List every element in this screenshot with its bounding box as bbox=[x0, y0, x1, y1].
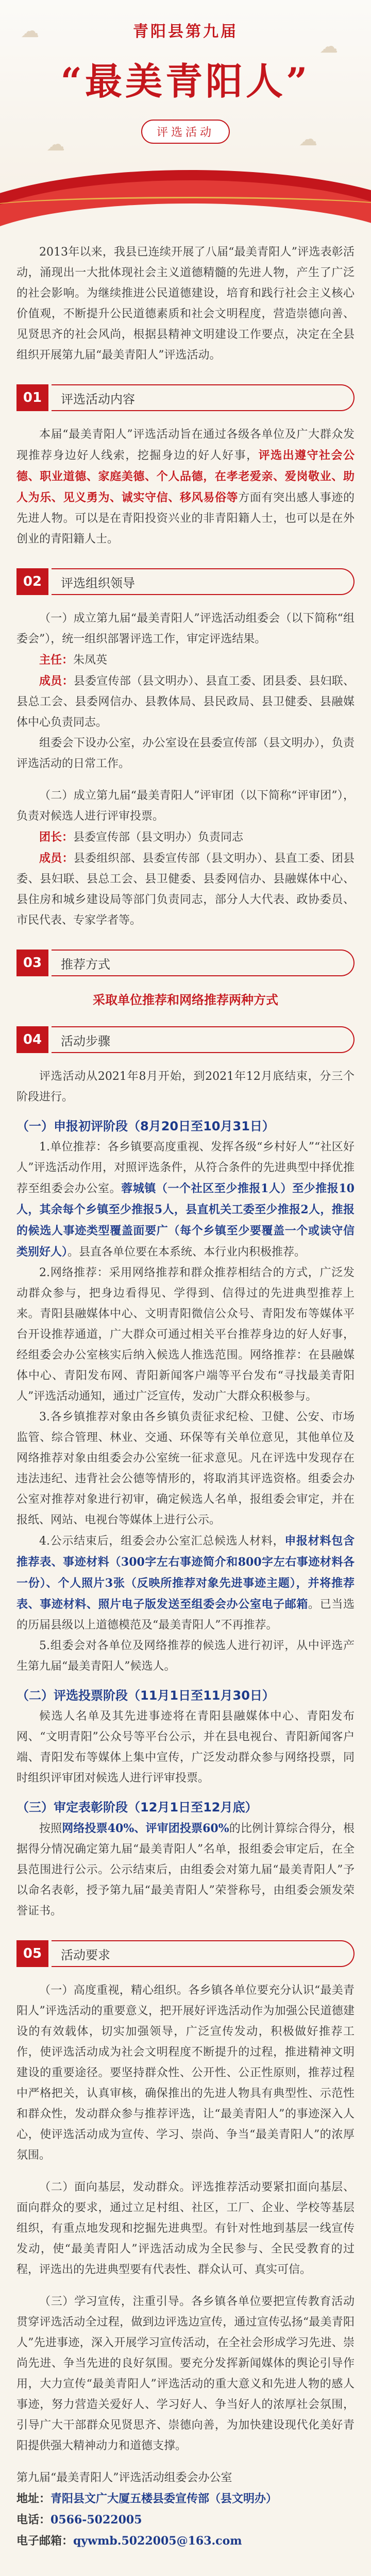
highlight-text: 网络投票40%、评审团投票60% bbox=[62, 1822, 229, 1835]
section-header bbox=[16, 568, 355, 595]
step-paragraph: 候选人名单及其先进事迹将在青阳县融媒体中心、青阳发布网、“文明青阳”公众号等平台公示，并在县电视台、青阳新闻客户端、青阳发布等媒体上集中宣传，广泛发动群众参与网络投票，同时组织评审团对候选人进行评审投票。 bbox=[16, 1710, 355, 1785]
line-key: 主任： bbox=[39, 653, 74, 667]
line-key: 成员： bbox=[39, 674, 74, 688]
stage-heading: （一）申报初评阶段（8月20日至10月31日） bbox=[16, 1119, 275, 1133]
text-span: 1.单位推荐：各乡镇要高度重视、发挥各级“乡村好人”“社区好人”评选活动作用，对照评选条件，从符合条件的先进典型中择优推荐至组委会办公室。 bbox=[16, 1141, 355, 1195]
text-span: 按照 bbox=[39, 1822, 62, 1835]
section-header bbox=[16, 1026, 355, 1053]
text-span: 4.公示结束后，组委会办公室汇总候选人材料， bbox=[39, 1535, 285, 1548]
section-label: 评选组织领导 bbox=[52, 568, 355, 595]
stage-heading: （三）审定表彰阶段（12月1日至12月底） bbox=[16, 1800, 258, 1815]
footer-value: 青阳县文广大厦五楼县委宣传部（县文明办） bbox=[50, 2492, 278, 2505]
highlight-text: 评选出遵守社会公德、职业道德、家庭美德、个人品德，在孝老爱亲、爱岗敬业、助人为乐、见义勇为、诚实守信、移风易俗等 bbox=[16, 449, 355, 504]
footer-value: qywmb.5022005@163.com bbox=[73, 2534, 242, 2548]
banner-edition: 青阳县第九届 bbox=[133, 23, 238, 41]
org-line bbox=[16, 671, 355, 733]
org-line bbox=[16, 650, 355, 671]
requirement-paragraph: （三）学习宣传，注重引导。各乡镇各单位要把宣传教育活动贯穿评选活动全过程，做到边评选边宣传，通过宣传弘扬“最美青阳人”先进事迹，深入开展学习宣传活动，在全社会形成学习先进、崇尚先进、争当先进的良好氛围。要充分发挥新闻媒体的舆论引导作用，大力宣传“最美青阳人”评选活动的重大意义和先进人物的感人事迹，努力营造关爱好人、学习好人、争当好人的浓厚社会氛围，引导广大干部群众见贤思齐、崇德向善，为加快建设现代化美好青阳提供强大精神动力和道德支撑。 bbox=[16, 2295, 355, 2452]
step-paragraph: 3.各乡镇推荐对象由各乡镇负责征求纪检、卫健、公安、市场监管、综合管理、林业、交通、环保等有关单位意见，其他单位及网络推荐对象由组委会办公室统一征求意见。凡在评选中发现存在违法违纪、违背社会公德等情形的，将取消其评选资格。组委会办公室对推荐对象进行初审，确定候选人名单，报组委会审定，并在报纸、网站、电视台等媒体上进行公示。 bbox=[16, 1411, 355, 1527]
org-paragraph: （二）成立第九届“最美青阳人”评审团（以下简称“评审团”），负责对候选人进行评审投票。 bbox=[16, 789, 355, 823]
org-paragraph: （一）成立第九届“最美青阳人”评选活动组委会（以下简称“组委会”），统一组织部署评选工作，审定评选结果。 bbox=[16, 612, 355, 646]
line-key: 团长： bbox=[39, 831, 74, 844]
line-value: 县委组织部、县委宣传部（县文明办）、县直工委、团县委、县妇联、县总工会、县卫健委、县委网信办、县融媒体中心、县住房和城乡建设局等部门负责同志，部分人大代表、政协委员、市民代表、专家学者等。 bbox=[16, 852, 355, 927]
footer-key: 电话： bbox=[16, 2513, 51, 2527]
section-number: 01 bbox=[16, 384, 48, 411]
text-span: 方面有突出感人事迹的先进人物。可以是在青阳投资兴业的非青阳籍人士，也可以是在外创业的青阳籍人士。 bbox=[16, 492, 355, 546]
cloud-icon: ☁ bbox=[319, 36, 338, 57]
section-header bbox=[16, 384, 355, 411]
footer-key: 电子邮箱： bbox=[16, 2534, 74, 2548]
step-paragraph: 2.网络推荐：采用网络推荐和群众推荐相结合的方式，广泛发动群众参与，把身边看得见、学得到、信得过的先进典型推荐上来。青阳县融媒体中心、文明青阳微信公众号、青阳发布等媒体平台开设推荐通道，广大群众可通过相关平台推荐身边的好人好事，经组委会办公室核实后纳入候选人推选范围。网络推荐：在县融媒体中心、青阳发布网、青阳新闻客户端等平台发布“寻找最美青阳人”评选活动通知，通过广泛宣传，发动广大群众积极参与。 bbox=[16, 1266, 355, 1403]
line-key: 成员： bbox=[39, 852, 74, 865]
cloud-icon: ☁ bbox=[299, 129, 317, 150]
text-span: 的比例计算综合得分，根据得分情况确定第九届“最美青阳人”名单，报组委会审定后，在全县范围进行公示。公示结束后，由组委会对第九届“最美青阳人”予以命名表彰，授予第九届“最美青阳人”荣誉称号，由组委会颁发荣誉证书。 bbox=[16, 1822, 355, 1918]
footer-value: 0566-5022005 bbox=[50, 2513, 142, 2527]
intro-paragraph: 2013年以来，我县已连续开展了八届“最美青阳人”评选表彰活动，涌现出一大批体现社会主义道德精髓的先进人物，产生了广泛的社会影响。为继续推进公民道德建设，培育和践行社会主义核心价值观，不断提升公民道德素质和社会文明程度，营造崇德向善、见贤思齐的社会风尚，根据县精神文明建设工作要点，决定在全县组织开展第九届“最美青阳人”评选活动。 bbox=[16, 246, 355, 362]
footer-address bbox=[16, 2488, 355, 2510]
footer-phone bbox=[16, 2510, 355, 2531]
section-number: 03 bbox=[16, 950, 48, 976]
line-value: 朱凤英 bbox=[73, 654, 108, 667]
step-paragraph bbox=[16, 1531, 355, 1636]
steps-intro: 评选活动从2021年8月开始，到2021年12月底结束，分三个阶段进行。 bbox=[16, 1070, 355, 1104]
banner bbox=[0, 0, 371, 242]
step-paragraph bbox=[16, 1818, 355, 1922]
section-number: 05 bbox=[16, 1940, 48, 1967]
section-number: 02 bbox=[16, 568, 48, 595]
org-line bbox=[16, 827, 355, 848]
banner-subtitle: 评选活动 bbox=[141, 120, 230, 144]
step-paragraph bbox=[16, 1137, 355, 1263]
text-span: 本届“最美青阳人”评选活动旨在通过各级各单位及广大群众发现推荐身边好人线索，挖掘身边的好人好事， bbox=[16, 428, 355, 462]
section-header bbox=[16, 950, 355, 976]
footer-key: 地址： bbox=[16, 2492, 51, 2505]
section-label: 推荐方式 bbox=[52, 950, 355, 976]
footer-org: 第九届“最美青阳人”评选活动组委会办公室 bbox=[16, 2471, 232, 2484]
banner-title: “最美青阳人” bbox=[60, 59, 311, 103]
cloud-icon: ☁ bbox=[21, 21, 39, 42]
highlight-text: 蓉城镇（一个社区至少推报1人）至少推报10人，其余每个乡镇至少推报5人，县直机关工委至少推报2人，推报的候选人事迹类型覆盖面要广（每个乡镇至少要覆盖一个或读守信类别好人） bbox=[16, 1182, 355, 1259]
step-paragraph: 5.组委会对各单位及网络推荐的候选人进行初评，从中评选产生第九届“最美青阳人”候选人。 bbox=[16, 1639, 355, 1673]
text-span: 。县直各单位要在本系统、本行业内积极推荐。 bbox=[68, 1246, 306, 1259]
section-label: 活动要求 bbox=[52, 1940, 355, 1967]
requirement-paragraph: （二）面向基层，发动群众。评选推荐活动要紧扣面向基层、面向群众的要求，通过立足村组、社区，工厂、企业、学校等基层组织，有重点地发现和挖掘先进典型。有针对性地到基层一线宣传发动，使“最美青阳人”评选活动成为全民参与、全民受教育的过程，评选出的先进典型要有代表性、群众认可、真实可信。 bbox=[16, 2181, 355, 2276]
text-span: 。已当选的历届县级以上道德模范及“最美青阳人”不再推荐。 bbox=[16, 1598, 355, 1632]
footer-email bbox=[16, 2531, 355, 2552]
org-paragraph: 组委会下设办公室，办公室设在县委宣传部（县文明办），负责评选活动的日常工作。 bbox=[16, 737, 355, 770]
content-paragraph bbox=[16, 425, 355, 550]
stage-heading: （二）评选投票阶段（11月1日至11月30日） bbox=[16, 1688, 275, 1703]
section-label: 活动步骤 bbox=[52, 1026, 355, 1053]
org-line bbox=[16, 848, 355, 931]
section-label: 评选活动内容 bbox=[52, 384, 355, 411]
section-header bbox=[16, 1940, 355, 1967]
recommend-method: 采取单位推荐和网络推荐两种方式 bbox=[93, 992, 278, 1007]
cloud-icon: ☁ bbox=[46, 134, 65, 155]
line-value: 县委宣传部（县文明办）负责同志 bbox=[73, 831, 244, 844]
highlight-text: 申报材料包含推荐表、事迹材料（300字左右事迹简介和800字左右事迹材料各一份）、个人照片3张（反映所推荐对象先进事迹主题），并将推荐表、事迹材料、照片电子版发送至组委会办公室电子邮箱 bbox=[16, 1534, 355, 1611]
section-number: 04 bbox=[16, 1026, 48, 1053]
requirement-paragraph: （一）高度重视，精心组织。各乡镇各单位要充分认识“最美青阳人”评选活动的重要意义，把开展好评选活动作为加强公民道德建设的有效载体，切实加强领导，广泛宣传发动，积极做好推荐工作，使评选活动成为社会文明程度不断提升的过程，推进精神文明建设的重要途径。要坚持群众性、公开性、公正性原则，推荐过程中严格把关，认真审核，确保推出的先进人物具有典型性、示范性和群众性，发动群众参与推荐评选，让“最美青阳人”的事迹深入人心，使评选活动成为宣传、学习、崇尚、争当“最美青阳人”的浓厚氛围。 bbox=[16, 1984, 355, 2162]
article-body bbox=[0, 242, 371, 2552]
line-value: 县委宣传部（县文明办）、县直工委、团县委、县妇联、县总工会、县委网信办、县教体局、县民政局、县卫健委、县融媒体中心负责同志。 bbox=[16, 675, 355, 729]
